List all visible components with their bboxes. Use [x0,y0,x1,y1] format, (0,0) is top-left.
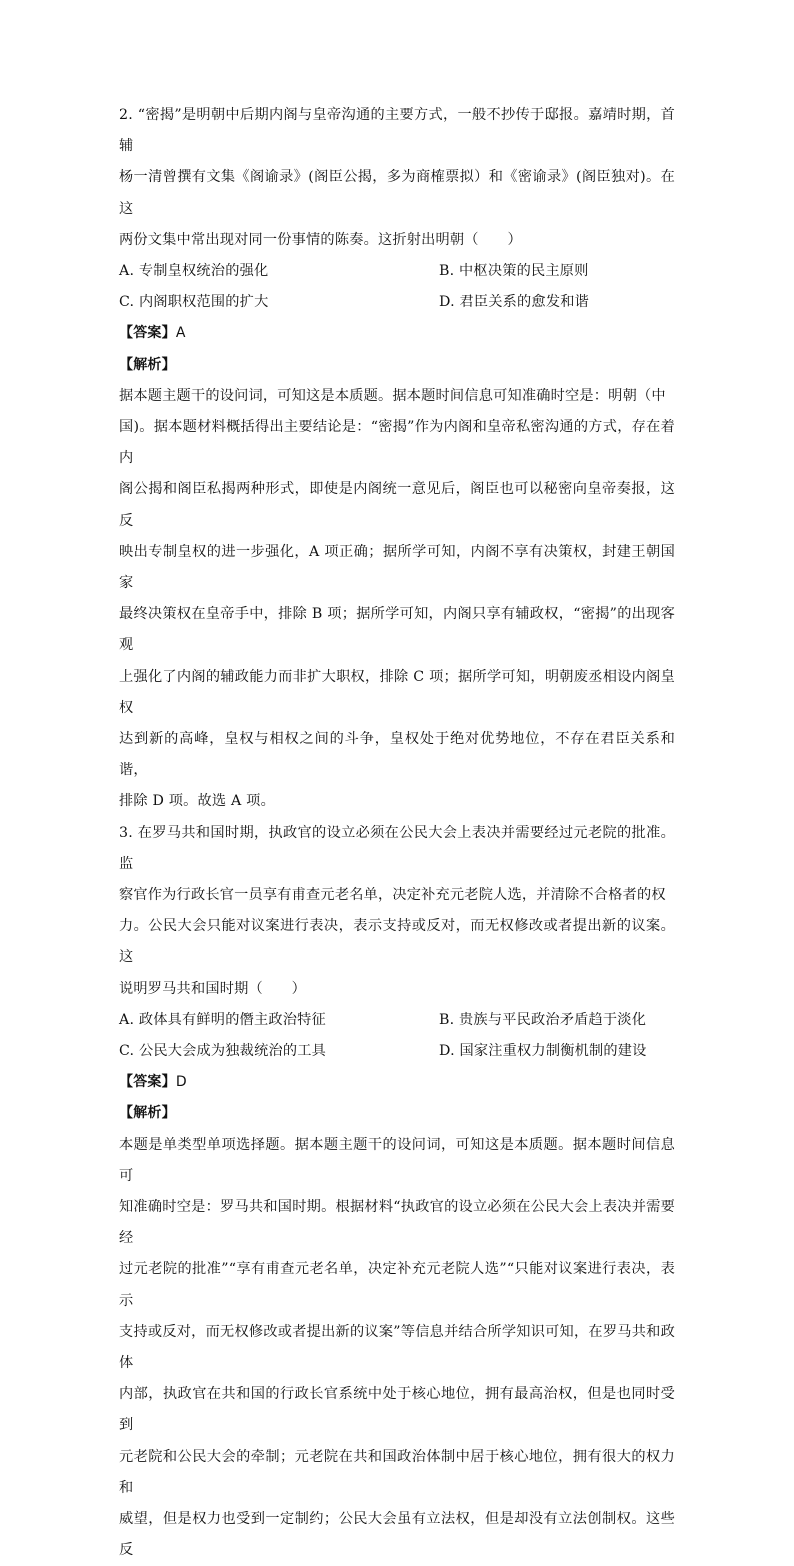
question-3-analysis-heading [119,1098,675,1129]
question-2-answer [119,318,675,349]
answer-label: 【答案】 [119,325,176,342]
question-2-line-1: 2. “密揭”是明朝中后期内阁与皇帝沟通的主要方式，一般不抄传于邸报。嘉靖时期，首辅 [119,107,675,155]
question-3-analysis-line-2: 知准确时空是：罗马共和国时期。根据材料“执政官的设立必须在公民大会上表决并需要经 [119,1199,675,1247]
question-3-option-b: B. 贵族与平民政治矛盾趋于淡化 [439,1011,647,1028]
question-2-options [119,256,675,318]
question-2-line-3: 两份文集中常出现对同一份事情的陈奏。这折射出明朝（ ） [119,231,522,248]
question-3-options [119,1005,675,1067]
question-3-analysis-line-6: 元老院和公民大会的牵制；元老院在共和国政治体制中居于核心地位，拥有很大的权力和 [119,1448,675,1496]
question-2-option-b: B. 中枢决策的民主原则 [439,263,589,280]
question-2 [119,100,675,818]
question-2-line-2: 杨一清曾撰有文集《阁谕录》(阁臣公揭，多为商榷票拟）和《密谕录》(阁臣独对)。在这 [119,169,675,217]
question-3-line-4: 说明罗马共和国时期（ ） [119,980,307,997]
question-3-line-1: 3. 在罗马共和国时期，执政官的设立必须在公民大会上表决并需要经过元老院的批准。监 [119,824,675,872]
answer-value: A [175,325,186,342]
question-3-analysis-line-5: 内部，执政官在共和国的行政长官系统中处于核心地位，拥有最高治权，但是也同时受到 [119,1386,675,1434]
question-2-option-d: D. 君臣关系的愈发和谐 [439,294,589,311]
question-2-option-a: A. 专制皇权统治的强化 [119,263,269,280]
question-3-analysis-line-1: 本题是单类型单项选择题。据本题主题干的设问词，可知这是本质题。据本题时间信息可 [119,1136,675,1184]
question-2-analysis-line-5: 最终决策权在皇帝手中，排除 B 项；据所学可知，内阁只享有辅政权，“密揭”的出现客观 [119,606,675,654]
question-2-option-c: C. 内阁职权范围的扩大 [119,294,269,311]
question-2-analysis-line-4: 映出专制皇权的进一步强化，A 项正确；据所学可知，内阁不享有决策权，封建王朝国家 [119,543,675,592]
question-2-analysis-line-6: 上强化了内阁的辅政能力而非扩大职权，排除 C 项；据所学可知，明朝废丞相设内阁皇权 [119,668,675,716]
answer-label: 【答案】 [119,1074,176,1091]
document-page [119,100,675,1566]
question-3-analysis-line-3: 过元老院的批准”“享有甫查元老名单，决定补充元老院人选”“只能对议案进行表决，表示 [119,1261,675,1309]
analysis-label: 【解析】 [119,1105,176,1122]
question-3-option-c: C. 公民大会成为独裁统治的工具 [119,1043,327,1060]
question-2-analysis-heading [119,350,675,381]
question-3-option-d: D. 国家注重权力制衡机制的建设 [439,1043,647,1060]
answer-value: D [175,1074,187,1091]
question-3-line-3: 力。公民大会只能对议案进行表决，表示支持或反对，而无权修改或者提出新的议案。这 [119,918,675,966]
question-2-analysis-line-8: 排除 D 项。故选 A 项。 [119,793,275,810]
question-3-line-2: 察官作为行政长官一员享有甫查元老名单，决定补充元老院人选，并清除不合格者的权 [119,887,666,904]
question-3 [119,818,675,1566]
question-3-answer [119,1067,675,1098]
question-3-analysis-line-7: 威望，但是权力也受到一定制约；公民大会虽有立法权，但是却没有立法创制权。这些反 [119,1511,675,1559]
question-3-option-a: A. 政体具有鲜明的僭主政治特征 [119,1011,326,1028]
analysis-label: 【解析】 [119,356,176,373]
question-2-analysis-line-1: 据本题主题干的设问词，可知这是本质题。据本题时间信息可知准确时空是：明朝（中 [119,387,666,404]
question-2-analysis-line-3: 阁公揭和阁臣私揭两种形式，即使是内阁统一意见后，阁臣也可以秘密向皇帝奏报，这反 [119,481,675,529]
question-2-analysis-line-7: 达到新的高峰，皇权与相权之间的斗争，皇权处于绝对优势地位，不存在君臣关系和谐， [119,731,675,779]
question-3-analysis-line-4: 支持或反对，而无权修改或者提出新的议案”等信息并结合所学知识可知，在罗马共和政体 [119,1323,675,1372]
question-2-analysis-line-2: 国)。据本题材料概括得出主要结论是：“密揭”作为内阁和皇帝私密沟通的方式，存在着内 [119,419,675,467]
